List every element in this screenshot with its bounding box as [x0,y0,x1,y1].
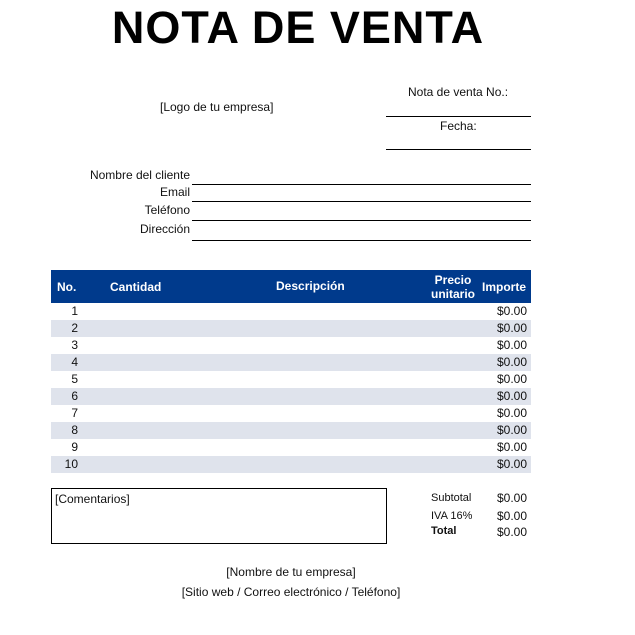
col-header-quantity: Cantidad [110,280,162,294]
col-header-no: No. [57,280,77,294]
row-amount: $0.00 [496,457,527,471]
table-row [51,320,531,337]
table-header [51,270,531,303]
row-amount: $0.00 [496,304,527,318]
row-amount: $0.00 [496,406,527,420]
col-header-unit-price [431,273,475,301]
row-amount: $0.00 [496,389,527,403]
date-label: Fecha: [440,119,477,133]
row-amount: $0.00 [496,423,527,437]
date-line[interactable] [386,149,531,150]
row-number: 9 [71,440,78,454]
items-table [51,270,531,473]
col-header-amount: Importe [482,280,527,294]
table-row [51,337,531,354]
row-amount: $0.00 [496,372,527,386]
row-amount: $0.00 [496,440,527,454]
row-number: 8 [71,423,78,437]
comments-box[interactable] [51,488,387,544]
row-amount: $0.00 [496,355,527,369]
tax-value: $0.00 [497,509,528,523]
row-number: 3 [71,338,78,352]
client-phone-line[interactable] [192,220,531,221]
document-title: NOTA DE VENTA [111,2,485,53]
row-number: 5 [71,372,78,386]
table-body [51,303,531,473]
total-label: Total [431,525,457,537]
logo-placeholder: [Logo de tu empresa] [160,100,274,114]
table-row [51,371,531,388]
row-number: 7 [71,406,78,420]
col-header-unit-price-line2: unitario [431,287,475,301]
row-number: 4 [71,355,78,369]
col-header-unit-price-line1: Precio [434,273,472,287]
table-row [51,354,531,371]
invoice-number-line[interactable] [386,116,531,117]
total-value: $0.00 [497,525,528,539]
client-email-line[interactable] [192,201,531,202]
client-email-label: Email [159,185,190,199]
comments-placeholder: [Comentarios] [55,492,130,506]
client-address-line[interactable] [192,240,531,241]
subtotal-label: Subtotal [431,492,472,504]
row-amount: $0.00 [496,338,527,352]
client-name-line[interactable] [192,184,531,185]
footer-contact: [Sitio web / Correo electrónico / Teléfono] [181,585,401,599]
table-row [51,439,531,456]
table-row [51,456,531,473]
table-row [51,303,531,320]
row-number: 1 [71,304,78,318]
subtotal-value: $0.00 [497,491,528,505]
row-amount: $0.00 [496,321,527,335]
table-row [51,422,531,439]
col-header-description: Descripción [276,279,345,293]
client-phone-label: Teléfono [144,203,190,217]
table-row [51,405,531,422]
invoice-number-label: Nota de venta No.: [408,85,509,99]
tax-label: IVA 16% [431,510,473,522]
row-number: 10 [64,457,78,471]
client-name-label: Nombre del cliente [89,168,190,182]
row-number: 6 [71,389,78,403]
client-address-label: Dirección [139,222,190,236]
table-row [51,388,531,405]
footer-company: [Nombre de tu empresa] [226,565,356,579]
row-number: 2 [71,321,78,335]
